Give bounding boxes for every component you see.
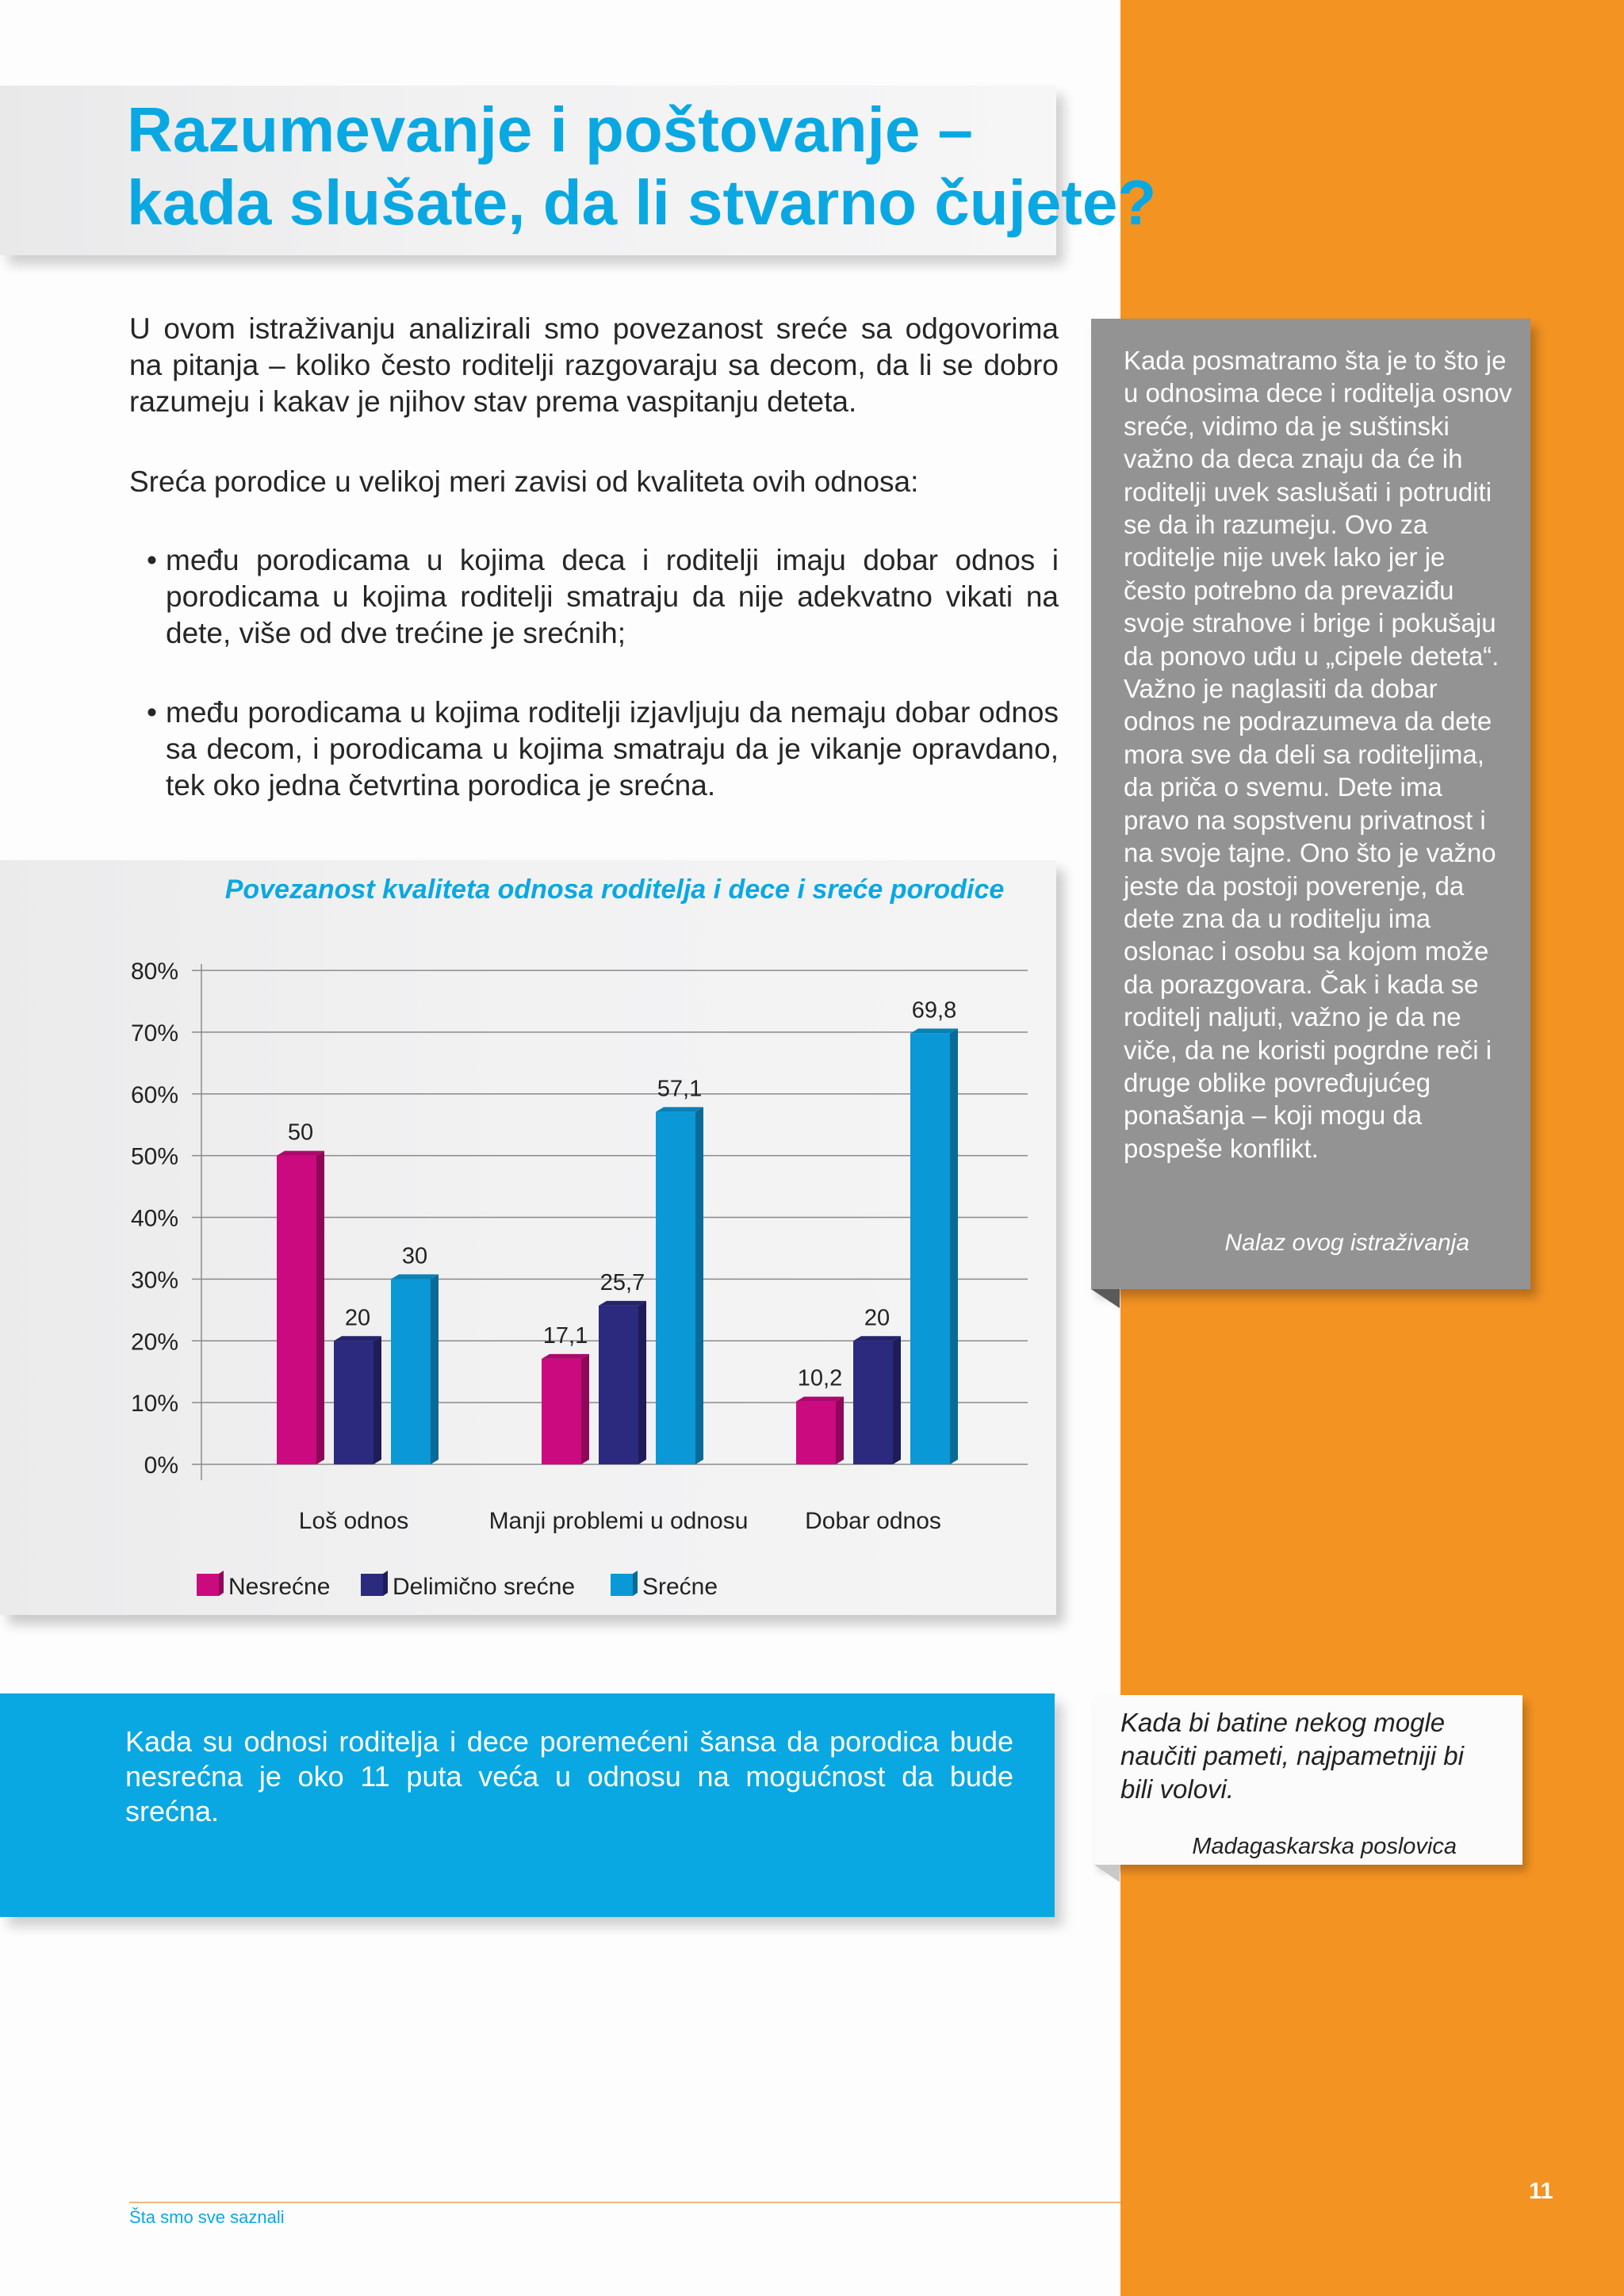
legend-swatch <box>361 1574 383 1596</box>
legend-swatch <box>197 1574 219 1596</box>
bar-top <box>853 1336 901 1341</box>
bar-top <box>910 1028 958 1033</box>
bar-value-label: 10,2 <box>797 1365 843 1391</box>
bar-front <box>391 1279 431 1464</box>
bar-side <box>581 1354 589 1464</box>
second-paragraph: Sreća porodice u velikoj meri zavisi od kvaliteta ovih odnosa: <box>129 465 919 498</box>
bar-value-label: 57,1 <box>657 1076 703 1102</box>
legend-swatch-side <box>219 1571 224 1596</box>
quote-text: Kada bi batine nekog mogle naučiti pameti, najpametniji bi bili volovi. <box>1120 1708 1464 1804</box>
bar-front <box>599 1306 638 1464</box>
legend-label: Delimično srećne <box>393 1574 576 1600</box>
y-tick-label: 20% <box>130 1329 178 1356</box>
legend-swatch-side <box>383 1571 388 1596</box>
finding-paragraph: Kada posmatramo šta je to što je u odnosima dece i roditelja osnov sreće, vidimo da je suštinski važno da deca znaju da će ih roditelji uvek saslušati i potruditi se da ih razumeju. Ovo za roditelje nije uvek lako jer je često potrebno da prevaziđu svoje strahove i brige i pokušaju da ponovo uđu u „cipele deteta“. Važno je naglasiti da dobar odnos ne podrazumeva da dete mora sve da deli sa roditeljima, da priča o svemu. Dete ima pravo na sopstvenu privatnost i na svoje tajne. Ono što je važno jeste da postoji poverenje, da dete zna da u roditelju ima oslonac i osobu sa kojom može da porazgovara. Čak i kada se roditelj naljuti, važno je da ne viče, da ne koristi pogrdne reči i druge oblike povređujućeg ponašanja – koji mogu da pospeše konflikt. <box>1124 346 1512 1163</box>
title-line-2: kada slušate, da li stvarno čujete? <box>127 167 1157 238</box>
legend-swatch-side <box>633 1571 638 1596</box>
bar-value-label: 17,1 <box>542 1322 588 1349</box>
bar-front <box>853 1341 893 1464</box>
bar-front <box>277 1156 316 1464</box>
bar-side <box>316 1151 324 1464</box>
bar-side <box>950 1028 958 1464</box>
y-tick-label: 0% <box>144 1452 178 1479</box>
finding-text <box>1124 344 1512 1165</box>
bar-side <box>638 1301 646 1464</box>
footer-divider <box>129 2202 1120 2203</box>
page-number: 11 <box>1529 2179 1553 2204</box>
bar-front <box>910 1033 950 1464</box>
highlight-text: Kada su odnosi roditelja i dece poremećeni šansa da porodica bude nesrećna je oko 11 puta veća u odnosu na mogućnost da bude srećna. <box>125 1725 1013 1827</box>
bullet-text: među porodicama u kojima roditelji izjavljuju da nemaju dobar odnos sa decom, i porodicama u kojima smatraju da je vikanje opravdano, tek oko jedna četvrtina porodica je srećna. <box>166 696 1059 802</box>
finding-cite: Nalaz ovog istraživanja <box>1224 1230 1469 1256</box>
bullet-item <box>147 695 1059 804</box>
quote-box-fold <box>1094 1865 1120 1882</box>
y-tick-label: 30% <box>130 1267 178 1294</box>
bar-side <box>893 1336 901 1464</box>
bar-side <box>695 1107 703 1464</box>
bar-front <box>334 1341 373 1464</box>
bar-value-label: 50 <box>287 1119 314 1146</box>
bar-value-label: 20 <box>344 1305 371 1331</box>
y-tick-label: 40% <box>130 1205 178 1232</box>
y-tick-label: 10% <box>130 1391 178 1418</box>
legend-label: Srećne <box>642 1574 718 1600</box>
legend-swatch <box>611 1574 633 1596</box>
bar-value-label: 25,7 <box>599 1269 645 1295</box>
bar-top <box>542 1354 589 1359</box>
bar-front <box>656 1112 695 1464</box>
bar-top <box>796 1397 844 1402</box>
bar-top <box>277 1151 324 1156</box>
title-line-1: Razumevanje i poštovanje – <box>127 94 974 165</box>
quote-cite: Madagaskarska poslovica <box>1192 1834 1457 1859</box>
legend-label: Nesrećne <box>228 1574 331 1600</box>
bar-top <box>599 1301 646 1306</box>
bar-value-label: 20 <box>864 1305 891 1331</box>
bar-top <box>391 1274 439 1279</box>
footer-section-name: Šta smo sve saznali <box>129 2207 285 2227</box>
bar-side <box>373 1336 381 1464</box>
bar-front <box>542 1359 581 1464</box>
category-label: Loš odnos <box>298 1508 409 1534</box>
bar-chart <box>0 860 1056 1615</box>
y-tick-label: 50% <box>130 1143 178 1170</box>
bullet-dot: • <box>147 696 157 729</box>
bar-top <box>656 1107 703 1112</box>
bar-value-label: 69,8 <box>911 997 957 1024</box>
bar-side <box>836 1397 844 1464</box>
bar-value-label: 30 <box>401 1243 428 1269</box>
bar-side <box>431 1274 439 1464</box>
intro-text: U ovom istraživanju analizirali smo povezanost sreće sa odgovorima na pitanja – koliko često roditelji razgovaraju sa decom, da li se dobro razumeju i kakav je njihov stav prema vaspitanju deteta. <box>129 312 1059 418</box>
y-tick-label: 60% <box>130 1081 178 1108</box>
y-tick-label: 70% <box>130 1020 178 1047</box>
intro-paragraph <box>129 311 1059 420</box>
finding-box-fold <box>1091 1289 1120 1308</box>
category-label: Dobar odnos <box>805 1508 941 1534</box>
bullet-text: među porodicama u kojima deca i roditelji imaju dobar odnos i porodicama u kojima roditelji smatraju da nije adekvatno vikati na dete, više od dve trećine je srećnih; <box>166 544 1059 649</box>
category-label: Manji problemi u odnosu <box>488 1508 749 1534</box>
page-title <box>127 94 1156 239</box>
chart-title: Povezanost kvaliteta odnosa roditelja i dece i sreće porodice <box>224 874 1005 905</box>
bar-top <box>334 1336 381 1341</box>
bullet-item <box>147 542 1059 652</box>
bar-front <box>796 1402 836 1464</box>
bullet-dot: • <box>147 544 157 576</box>
y-tick-label: 80% <box>130 959 178 985</box>
